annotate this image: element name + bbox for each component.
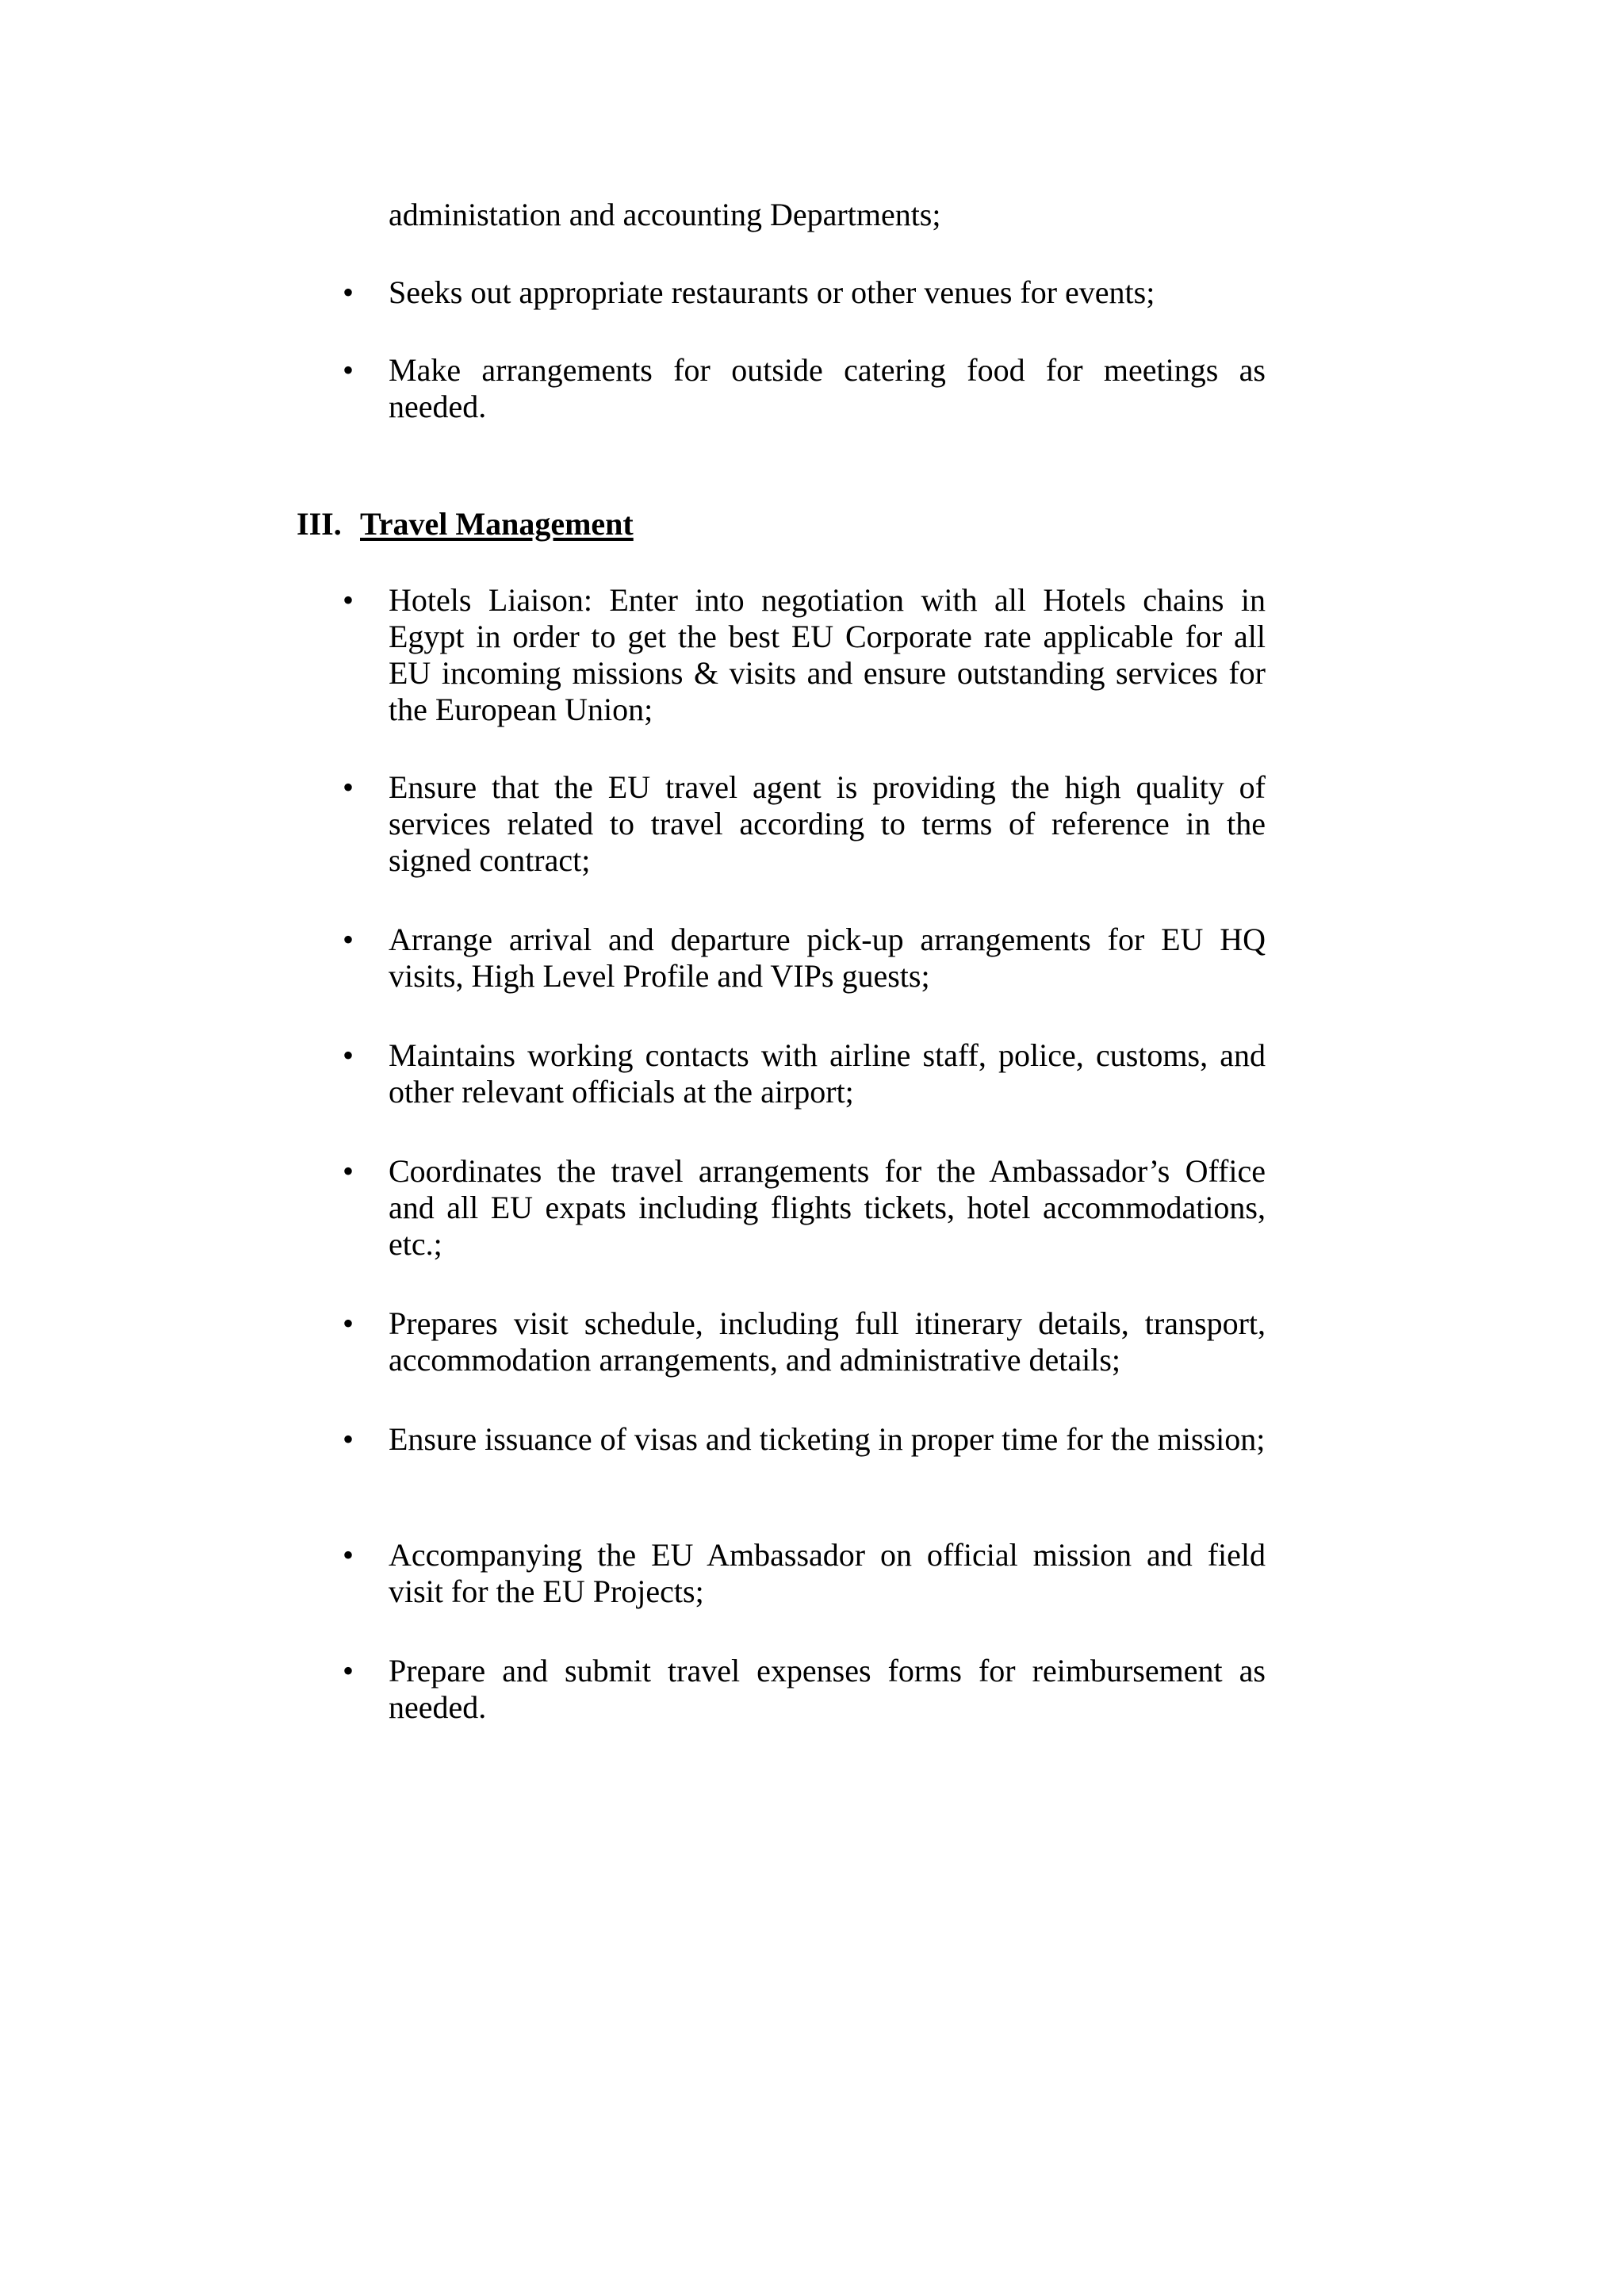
list-item-text: Seeks out appropriate restaurants or other venues for events;	[389, 274, 1155, 310]
bullet-icon: •	[343, 582, 354, 618]
bullet-icon: •	[343, 1153, 354, 1189]
bullet-icon: •	[343, 1537, 354, 1573]
bullet-icon: •	[343, 922, 354, 957]
list-item-text: Ensure issuance of visas and ticketing in proper time for the mission;	[389, 1421, 1266, 1457]
list-item-text: Prepares visit schedule, including full itinerary details, transport, accommodation arrangements, and administrative details;	[389, 1305, 1266, 1378]
bullet-icon: •	[343, 1421, 354, 1457]
list-item-text: Arrange arrival and departure pick-up arrangements for EU HQ visits, High Level Profile and VIPs guests;	[389, 922, 1266, 994]
bullet-icon: •	[343, 1653, 354, 1688]
section-number: III.	[297, 506, 342, 542]
list-item-text: Ensure that the EU travel agent is providing the high quality of services related to travel according to terms of reference in the signed contract;	[389, 769, 1266, 878]
list-item-text: Hotels Liaison: Enter into negotiation with all Hotels chains in Egypt in order to get the best EU Corporate rate applicable for all EU incoming missions & visits and ensure outstanding services for the European Union;	[389, 582, 1266, 727]
bullet-icon: •	[343, 274, 354, 310]
bullet-icon: •	[343, 1305, 354, 1341]
bullet-icon: •	[343, 352, 354, 388]
continuation-text: administation and accounting Departments;	[389, 197, 941, 232]
bullet-icon: •	[343, 769, 354, 805]
list-item-text: Make arrangements for outside catering food for meetings as needed.	[389, 352, 1266, 424]
list-item-text: Maintains working contacts with airline staff, police, customs, and other relevant officials at the airport;	[389, 1037, 1266, 1110]
list-item-text: Coordinates the travel arrangements for the Ambassador’s Office and all EU expats including flights tickets, hotel accommodations, etc.;	[389, 1153, 1266, 1262]
list-item-text: Prepare and submit travel expenses forms for reimbursement as needed.	[389, 1653, 1266, 1725]
list-item-text: Accompanying the EU Ambassador on official mission and field visit for the EU Projects;	[389, 1537, 1266, 1609]
section-title: Travel Management	[360, 506, 634, 542]
bullet-icon: •	[343, 1037, 354, 1073]
section-heading	[297, 506, 634, 542]
